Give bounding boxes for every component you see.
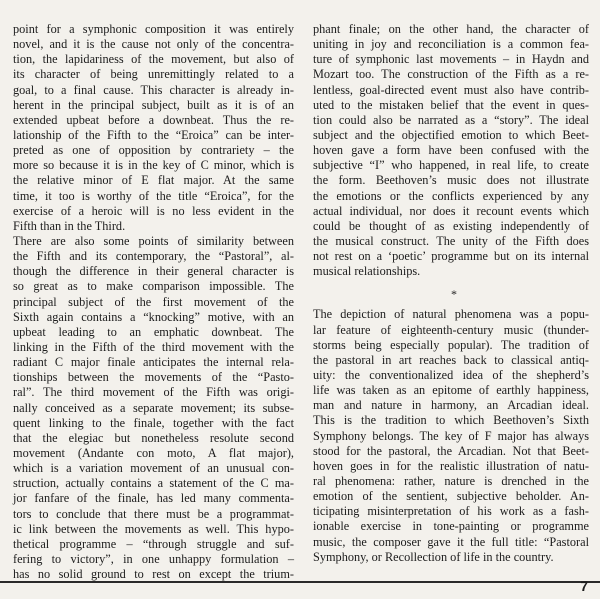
page-number: 7 [580, 578, 588, 594]
text-line: so great as to make comparison impossible. The [13, 279, 294, 294]
text-line: lationship of the Fifth to the “Eroica” can be inter- [13, 127, 294, 142]
text-line: tors to conclude that there must be a programmat- [13, 506, 294, 521]
text-line: the relative minor of E flat major. At the same [13, 173, 294, 188]
text-line: the emotions or the conflicts experienced by any [313, 188, 589, 203]
text-line: lar feature of eighteenth-century music (thunder- [313, 322, 589, 337]
text-line: Mozart too. The construction of the Fifth as a re- [313, 67, 589, 82]
text-line: Symphony belongs. The key of F major has always [313, 428, 589, 443]
text-line: has no solid ground to rest on except the trium- [13, 567, 294, 582]
text-line: thetical programme – “through struggle and suf- [13, 536, 294, 551]
right-column [313, 22, 589, 565]
text-line: quent linking to the finale, together with the fact [13, 415, 294, 430]
text-line: novel, and it is the cause not only of the concentra- [13, 37, 294, 52]
text-line: uted to the mistaken belief that the event in ques- [313, 97, 589, 112]
text-line: nally conceived as a separate movement; its subse- [13, 400, 294, 415]
text-line: linking in the Fifth of the third movement with the [13, 339, 294, 354]
text-line: Sixth again contains a “knocking” motive, with an [13, 309, 294, 324]
text-line: ticipating misinterpretation of his work as a fash- [313, 504, 589, 519]
text-line: radiant C major finale anticipates the internal rela- [13, 355, 294, 370]
text-line: that the elegiac but nonetheless resolute second [13, 430, 294, 445]
text-line: time, it too is worthy of the title “Eroica”, for the [13, 188, 294, 203]
text-line: ionable exercise in tone-painting or programme [313, 519, 589, 534]
text-line: uniting in joy and reconciliation is a common fea- [313, 37, 589, 52]
text-line: hoven gave a form have been confused with the [313, 143, 589, 158]
text-line: could be thought of as existing independently of [313, 218, 589, 233]
text-line: Fifth than in the Third. [13, 218, 126, 233]
text-line: tion, the lapidariness of the movement, but also of [13, 52, 294, 67]
text-line: lentless, goal-directed event must also have contrib- [313, 82, 589, 97]
text-line: subject and the objectified emotion to which Beet- [313, 127, 589, 142]
text-line: which is a variation movement of an unusual con- [13, 461, 294, 476]
text-line: the form. Beethoven’s music does not illustrate [313, 173, 589, 188]
text-line: phant finale; on the other hand, the character of [313, 22, 589, 36]
text-line: emotion of the sentient, subjective beholder. An- [313, 489, 589, 504]
text-line: principal subject of the first movement of the [13, 294, 294, 309]
text-line: subjective “I” who happened, in real life, to create [313, 158, 589, 173]
text-line: storms being especially popular). The tradition of [313, 337, 589, 352]
section-separator: * [451, 287, 457, 302]
text-line: ral phenomena: rather, nature is drenched in the [313, 473, 589, 488]
text-line: tionships between the movements of the “Pasto- [13, 370, 294, 385]
text-line: not rest on a ‘poetic’ programme but on its internal [313, 249, 589, 264]
text-line: preted as one of opposition by contrariety – the [13, 143, 294, 158]
text-line: ral”. The third movement of the Fifth was origi- [13, 385, 294, 400]
text-line: The depiction of natural phenomena was a popu- [313, 307, 589, 322]
text-line: uity: the conventionalized idea of the shepherd’s [313, 367, 589, 382]
text-line: ic link between the movements as well. This hypo- [13, 521, 294, 536]
text-line: the musical construct. The unity of the Fifth does [313, 233, 589, 248]
text-line: hoven goes in for the realistic illustration of natu- [313, 458, 589, 473]
text-line: goal, to a final cause. This character is already in- [13, 82, 294, 97]
text-line: extended upbeat before a downbeat. Thus the re- [13, 112, 294, 127]
text-line: fering to victory”, in one unhappy formulation – [13, 551, 294, 566]
text-line: herent in the principal subject, built as it is of an [13, 97, 294, 112]
text-line: tion could also be narrated as a “story”. The ideal [313, 112, 589, 127]
text-line: movement (Andante con moto, A flat major), [13, 445, 294, 460]
right-column-top-text [313, 22, 589, 279]
text-line: stood for the pastoral, the Arcadian. Not that Beet- [313, 443, 589, 458]
text-line: ture of symphonic last movements – in Haydn and [313, 52, 589, 67]
text-line: man and nature in harmony, an Arcadian ideal. [313, 398, 589, 413]
footer-rule [0, 581, 600, 583]
text-line: though the difference in their general character is [13, 264, 294, 279]
text-line: struction, actually contains a statement of the C ma- [13, 476, 294, 491]
text-line: jor fanfare of the finale, has led many commenta- [13, 491, 294, 506]
text-line: exercise of a heroic will is no less evident in the [13, 203, 294, 218]
text-line: There are also some points of similarity between [13, 233, 294, 248]
text-line: the pastoral in art reaches back to classical antiq- [313, 352, 589, 367]
right-column-bottom-text [313, 307, 589, 564]
text-line: point for a symphonic composition it was entirely [13, 22, 294, 36]
text-line: Symphony, or Recollection of life in the country. [313, 549, 554, 564]
left-column [13, 22, 294, 582]
text-line: actual individual, nor does it recount events which [313, 203, 589, 218]
text-line: its character of being unremittingly related to a [13, 67, 294, 82]
text-line: more so because it is in the key of C minor, which is [13, 158, 294, 173]
text-line: musical relationships. [313, 264, 421, 279]
text-line: upbeat leading to an emphatic downbeat. The [13, 324, 294, 339]
text-line: music, the composer gave it the full title: “Pastoral [313, 534, 589, 549]
text-line: the Fifth and its contemporary, the “Pastoral”, al- [13, 249, 294, 264]
text-line: This is the tradition to which Beethoven’s Sixth [313, 413, 589, 428]
text-line: life was taken as an epitome of earthly happiness, [313, 383, 589, 398]
